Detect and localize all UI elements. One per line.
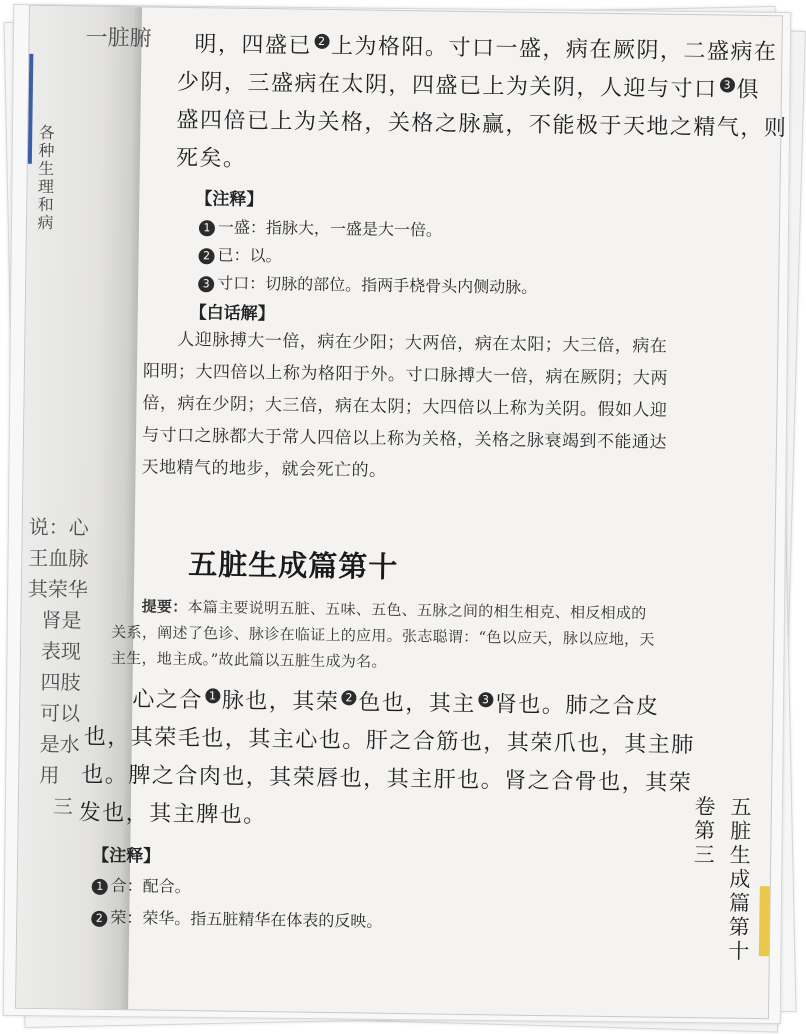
left-chapter-fragment: 一脏腑 bbox=[85, 25, 152, 52]
footnote-marker-3: 3 bbox=[198, 276, 214, 292]
left-line: 是水 bbox=[39, 732, 80, 757]
passage-line: 盛四倍已上为关格，关格之脉赢，不能极于天地之精气，则 bbox=[176, 107, 788, 142]
translation-line: 与寸口之脉都大于常人四倍以上称为关格，关格之脉衰竭到不能通达 bbox=[141, 425, 668, 453]
section-title: 五脏生成篇第十 bbox=[188, 547, 399, 584]
annotation-heading: 【注释】 bbox=[92, 845, 161, 867]
summary-line: 提要：本篇主要说明五脏、五味、五色、五脉之间的相生相克、相反相成的 bbox=[141, 597, 647, 623]
left-line: 肾是 bbox=[41, 608, 82, 633]
annotation-item: 3 寸口：切脉的部位。指两手桡骨头内侧动脉。 bbox=[198, 270, 537, 298]
left-line: 王血脉 bbox=[28, 545, 89, 571]
passage-line: 死矣。 bbox=[175, 145, 247, 172]
summary-line: 关系，阐述了色诊、脉诊在临证上的应用。张志聪谓：“色以应天，脉以应地，天 bbox=[111, 622, 655, 649]
footnote-marker-3: 3 bbox=[719, 77, 734, 92]
footnote-marker-3: 3 bbox=[478, 692, 493, 707]
passage-line: 也，其荣毛也，其主心也。肝之合筋也，其荣爪也，其主肺 bbox=[83, 724, 695, 759]
left-line: 四肢 bbox=[40, 670, 81, 695]
translation-line: 天地精气的地步，就会死亡的。 bbox=[141, 457, 387, 481]
footnote-marker-2: 2 bbox=[314, 33, 329, 48]
passage-line: 发也，其主脾也。 bbox=[78, 800, 267, 829]
left-line: 三 bbox=[52, 794, 74, 819]
volume-marker: 卷第三 bbox=[691, 795, 717, 868]
annotation-item: 2 已：以。 bbox=[198, 242, 281, 266]
left-line: 其荣华 bbox=[27, 576, 89, 602]
footnote-marker-1: 1 bbox=[199, 220, 215, 236]
left-line: 表现 bbox=[40, 639, 82, 664]
annotation-item: 1 一盛：指脉大，一盛是大一倍。 bbox=[199, 214, 442, 240]
passage-line: 少阴，三盛病在太阴，四盛已上为关阴，人迎与寸口 3 俱 bbox=[176, 69, 761, 103]
page-edge-tint bbox=[759, 886, 770, 956]
left-page-edge bbox=[28, 54, 34, 164]
left-line: 可以 bbox=[39, 701, 81, 726]
footnote-marker-1: 1 bbox=[205, 688, 220, 703]
running-title: 五脏生成篇第十 bbox=[725, 795, 753, 964]
footnote-marker-1: 1 bbox=[92, 878, 108, 894]
footnote-marker-2: 2 bbox=[198, 248, 214, 264]
footnote-marker-2: 2 bbox=[91, 910, 107, 926]
annotation-item: 2 荣：荣华。指五脏精华在体表的反映。 bbox=[91, 905, 382, 932]
passage-line: 心之合 1 脉也，其荣 2 色也，其主 3 肾也。肺之合皮 bbox=[132, 687, 660, 720]
translation-heading: 【白话解】 bbox=[189, 303, 275, 325]
footnote-marker-2: 2 bbox=[341, 690, 356, 705]
left-line: 用 bbox=[39, 763, 60, 788]
passage-line: 也。脾之合肉也，其荣唇也，其主肝也。肾之合骨也，其荣 bbox=[81, 762, 693, 797]
left-side-caption: 各种生理和病 bbox=[34, 123, 56, 233]
translation-line: 人迎脉搏大一倍，病在少阳；大两倍，病在太阳；大三倍，病在 bbox=[177, 329, 668, 357]
left-line: 说：心 bbox=[28, 514, 89, 540]
passage-line: 明，四盛已 2 上为格阳。寸口一盛，病在厥阴，二盛病在 bbox=[194, 32, 778, 66]
annotation-heading: 【注释】 bbox=[195, 189, 264, 211]
book-page bbox=[15, 5, 788, 1019]
summary-line: 主生，地主成。”故此篇以五脏生成为名。 bbox=[110, 648, 387, 671]
translation-line: 阳明；大四倍以上称为格阳于外。寸口脉搏大一倍，病在厥阴；大两 bbox=[142, 361, 669, 389]
annotation-item: 1 合：配合。 bbox=[92, 873, 191, 897]
translation-line: 倍，病在少阴；大三倍，病在太阴；大四倍以上称为关阴。假如人迎 bbox=[142, 393, 668, 421]
